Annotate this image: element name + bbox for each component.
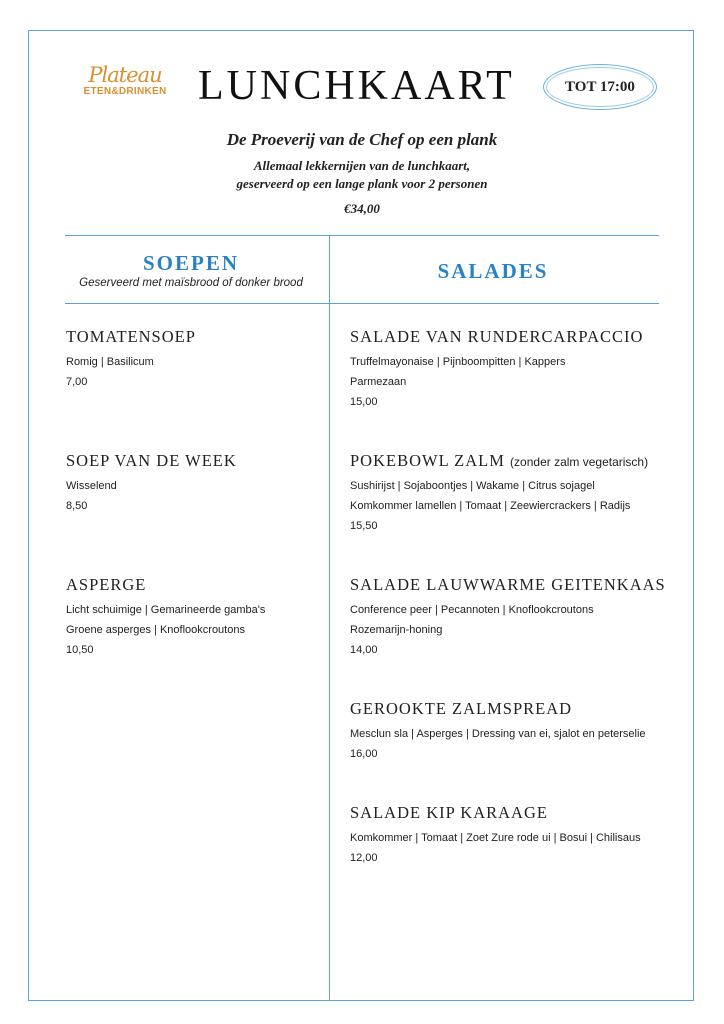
menu-item-description: Licht schuimige | Gemarineerde gamba's [66,604,266,616]
item-name-text: SALADE LAUWWARME GEITENKAAS [350,575,666,594]
section-title-salades: SALADES [437,259,549,283]
menu-item [350,574,666,660]
logo-subtitle: ETEN&DRINKEN [83,86,167,97]
item-name-text: SOEP VAN DE WEEK [66,451,237,470]
menu-item-name [350,574,666,600]
item-name-text: SALADE KIP KARAAGE [350,803,548,822]
menu-item [350,802,641,868]
promo-price: €34,00 [344,201,380,216]
menu-item-price: 15,00 [350,396,378,408]
menu-item-price: 7,00 [66,376,88,388]
section-subtitle-soepen: Geserveerd met maïsbrood of donker brood [79,277,303,289]
menu-item [66,574,265,660]
menu-item-description: Truffelmayonaise | Pijnboompitten | Kappers [350,356,566,368]
promo-line-1: Allemaal lekkernijen van de lunchkaart, [253,158,471,173]
item-name-text: ASPERGE [66,575,147,594]
item-name-text: POKEBOWL ZALM [350,451,505,470]
menu-item-description: Rozemarijn-honing [350,624,443,636]
menu-item-name [350,698,646,724]
time-badge [543,64,657,110]
menu-item-description: Conference peer | Pecannoten | Knoflookcroutons [350,604,594,616]
menu-item [350,450,648,536]
menu-item-description: Romig | Basilicum [66,356,154,368]
menu-item-name [66,574,265,600]
item-name-text: GEROOKTE ZALMSPREAD [350,699,573,718]
item-name-text: TOMATENSOEP [66,327,196,346]
menu-item [350,698,646,764]
plateau-logo [78,64,172,97]
page-title: LUNCHKAART [198,63,515,109]
menu-item-price: 15,50 [350,520,378,532]
menu-item-name [66,326,196,352]
menu-item-description: Komkommer | Tomaat | Zoet Zure rode ui | Bosui | Chilisaus [350,832,641,844]
menu-item-description: Mesclun sla | Asperges | Dressing van ei, sjalot en peterselie [350,728,646,740]
menu-item-price: 10,50 [66,644,94,656]
menu-item-name [66,450,237,476]
menu-item-description: Wisselend [66,480,117,492]
menu-item-name [350,450,648,476]
menu-item-name [350,802,641,828]
time-badge-text: TOT 17:00 [565,78,635,95]
menu-item-description: Sushirijst | Sojaboontjes | Wakame | Citrus sojagel [350,480,595,492]
item-note: (zonder zalm vegetarisch) [510,455,649,469]
menu-item-description: Komkommer lamellen | Tomaat | Zeewiercrackers | Radijs [350,500,631,512]
column-divider [329,235,330,1001]
menu-item [66,450,237,516]
section-title-soepen: SOEPEN [142,251,240,275]
menu-item-price: 14,00 [350,644,378,656]
divider [65,303,659,304]
menu-item [350,326,643,412]
logo-script: Plateau [88,63,162,87]
item-name-text: SALADE VAN RUNDERCARPACCIO [350,327,644,346]
menu-item-price: 8,50 [66,500,88,512]
divider [65,235,659,236]
menu-item-description: Parmezaan [350,376,407,388]
promo-heading: De Proeverij van de Chef op een plank [226,130,498,149]
menu-item-price: 12,00 [350,852,378,864]
menu-item-description: Groene asperges | Knoflookcroutons [66,624,245,636]
promo-line-2: geserveerd op een lange plank voor 2 personen [236,176,488,191]
menu-item-price: 16,00 [350,748,378,760]
menu-item [66,326,196,392]
menu-item-name [350,326,643,352]
